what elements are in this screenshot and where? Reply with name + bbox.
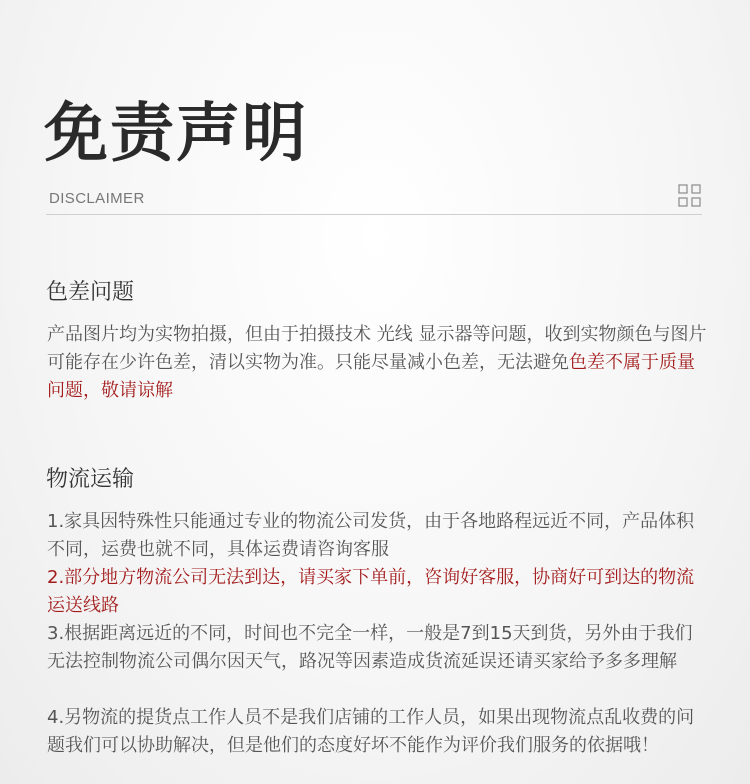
color-section-highlight: 色差不属于质量问题，敬请谅解 bbox=[47, 352, 695, 401]
color-section-paragraph bbox=[47, 321, 707, 405]
page-title: 免责声明 bbox=[44, 97, 308, 171]
logistics-item-4: 4.另物流的提货点工作人员不是我们店铺的工作人员，如果出现物流点乱收费的问题我们可以协助解决，但是他们的态度好坏不能作为评价我们服务的依据哦！ bbox=[47, 707, 695, 756]
logistics-section-title: 物流运输 bbox=[46, 467, 135, 492]
header-divider bbox=[46, 214, 702, 215]
grid-icon bbox=[678, 184, 702, 208]
logistics-item-2: 2.部分地方物流公司无法到达，请买家下单前，咨询好客服，协商好可到达的物流运送线路 bbox=[47, 567, 695, 616]
color-section-title: 色差问题 bbox=[46, 280, 135, 305]
logistics-item-1: 1.家具因特殊性只能通过专业的物流公司发货，由于各地路程远近不同，产品体积不同，运费也就不同，具体运费请咨询客服 bbox=[47, 511, 695, 560]
logistics-item-3: 3.根据距离远近的不同，时间也不完全一样，一般是7到15天到货，另外由于我们无法控制物流公司偶尔因天气，路况等因素造成货流延误还请买家给予多多理解 bbox=[47, 623, 693, 672]
page-subtitle: DISCLAIMER bbox=[49, 190, 145, 207]
color-section-text: 产品图片均为实物拍摄，但由于拍摄技术 光线 显示器等问题，收到实物颜色与图片可能存在少许色差，清以实物为准。只能尽量减小色差，无法避免 bbox=[47, 324, 707, 373]
